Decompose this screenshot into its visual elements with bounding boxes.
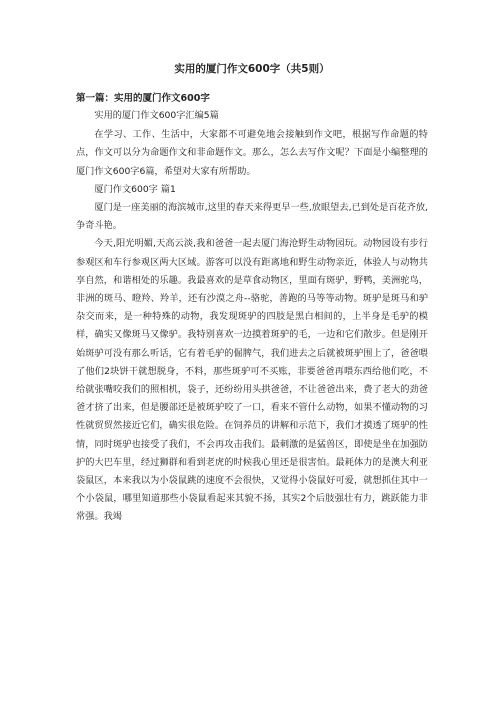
document-subtitle: 实用的厦门作文600字汇编5篇 xyxy=(94,110,219,121)
document-page xyxy=(76,62,428,527)
essay-heading: 厦门作文600字 篇1 xyxy=(94,183,176,195)
body-paragraph-1: 厦门是一座美丽的海滨城市,这里的春天来得更早一些,放眼望去,已到处是百花齐放,争奇斗艳。 xyxy=(76,202,428,232)
document-title: 实用的厦门作文600字（共5则） xyxy=(174,63,330,75)
section-heading: 第一篇：实用的厦门作文600字 xyxy=(76,93,210,104)
intro-paragraph: 在学习、工作、生活中，大家都不可避免地会接触到作文吧，根据写作命题的特点，作文可以分为命题作文和非命题作文。那么，怎么去写作文呢？下面是小编整理的厦门作文600字6篇，希望对大家有所帮助。 xyxy=(76,129,428,177)
body-paragraph-2: 今天,阳光明媚,天高云淡,我和爸爸一起去厦门海沧野生动物园玩。动物园设有步行参观区和车行参观区两大区域。游客可以没有距离地和野生动物亲近，体验人与动物共享自然，和谐相处的乐趣。我最喜欢的是草食动物区，里面有斑驴，野鸭，美洲驼鸟，非洲的斑马、瞪羚、羚羊，还有沙漠之舟--骆驼，善跑的马等等动物。斑驴是斑马和驴杂交而来，是一种特殊的动物，我发现斑驴的四肢是黑白相间的，上半身是毛驴的模样，确实又像斑马又像驴。我特别喜欢一边摸着斑驴的毛，一边和它们散步。但是刚开始斑驴可没有那么听话，它有着毛驴的倔脾气，我们进去之后就被斑驴围上了，爸爸喂了他们2块饼干就想脱身，不料，那些斑驴可不买账，非要爸爸再喂东西给他们吃，不给就张嘴咬我们的照相机，袋子，还纷纷用头拱爸爸，不让爸爸出来，费了老大的劲爸爸才挤了出来，但是腰部还是被斑驴咬了一口，看来不管什么动物，如果不懂动物的习性就贸贸然接近它们，确实很危险。在饲养员的讲解和示范下，我们才摸透了斑驴的性情，同时斑驴也接受了我们，不会再攻击我们。最刺激的是猛兽区，即使是坐在加强防护的大巴车里，经过狮群和看到老虎的时候我心里还是很害怕。最耗体力的是澳大利亚袋鼠区，本来我以为小袋鼠跳的速度不会很快，又觉得小袋鼠好可爱，就想抓住其中一个小袋鼠，哪里知道那些小袋鼠看起来其貌不扬，其实2个后肢强壮有力，跳跃能力非常强。我竭 xyxy=(76,238,428,523)
